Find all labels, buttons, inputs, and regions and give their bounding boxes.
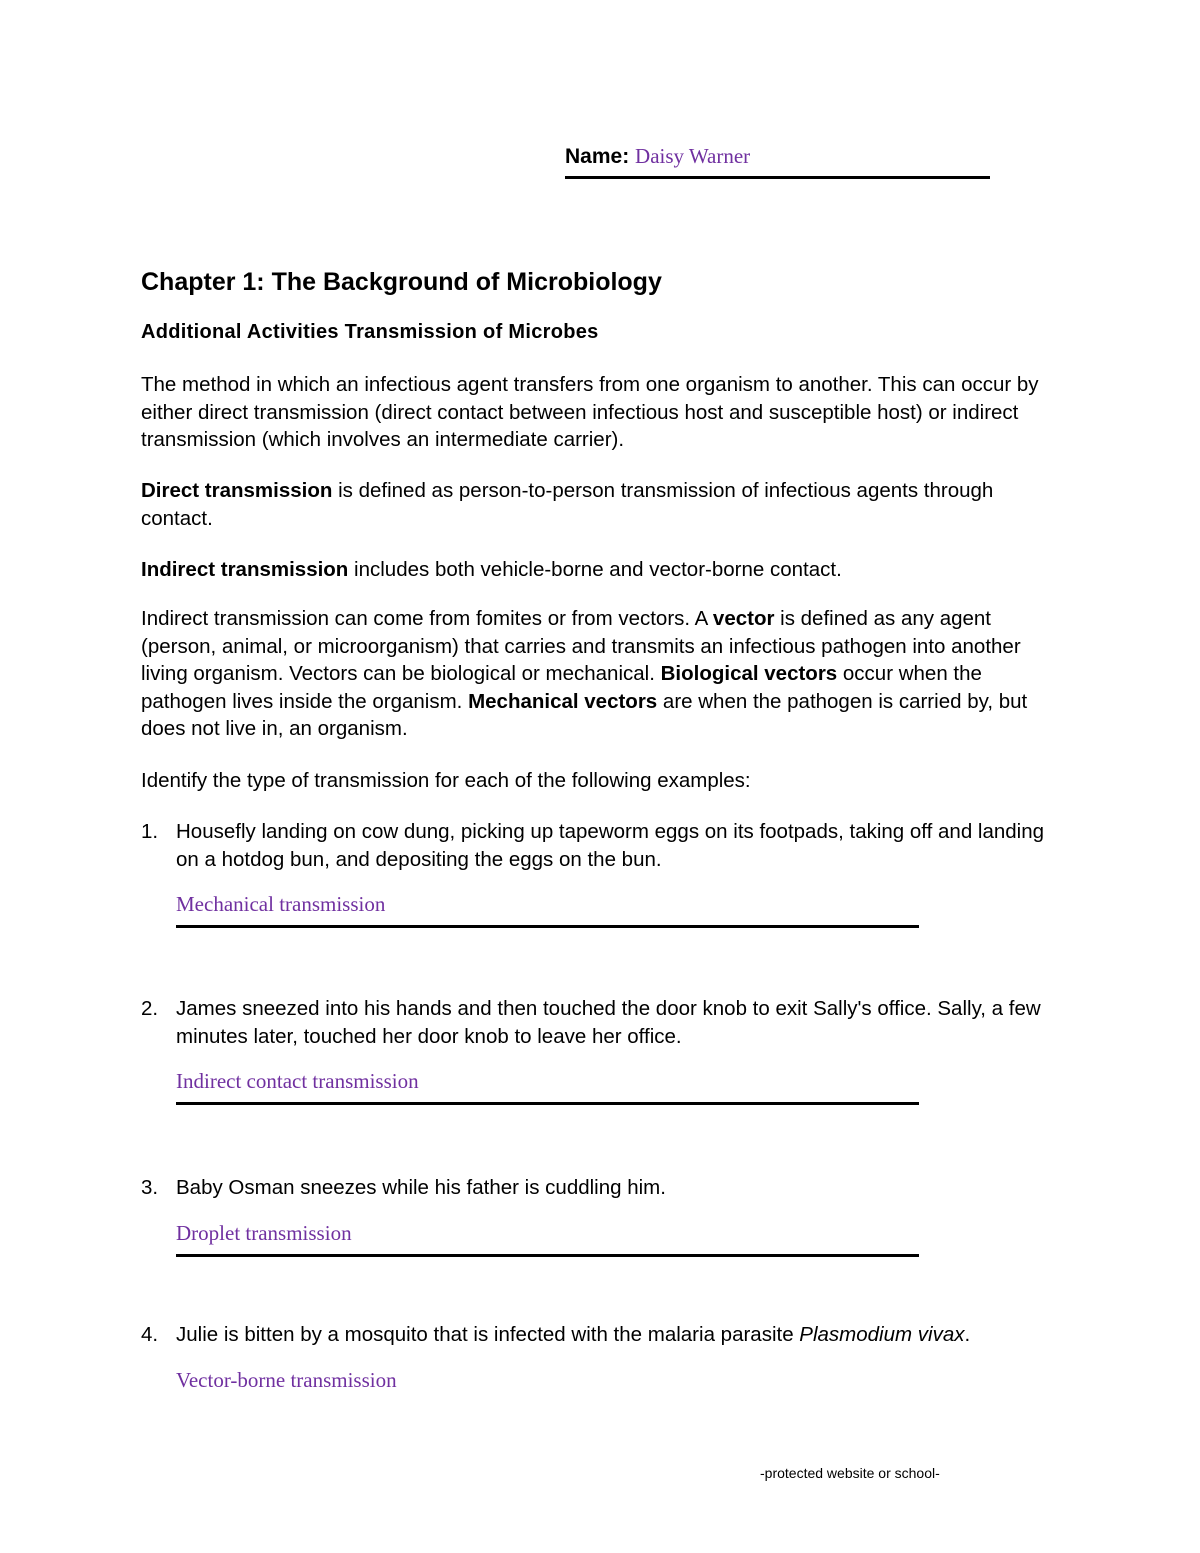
chapter-title: Chapter 1: The Background of Microbiology <box>141 268 662 296</box>
question-1 <box>141 818 1061 928</box>
question-text: James sneezed into his hands and then touched the door knob to exit Sally's office. Sally, a few minutes later, touched her door knob to leave her office. <box>176 997 1041 1048</box>
question-number: 4. <box>141 1323 159 1346</box>
biological-vectors-term: Biological vectors <box>660 662 838 685</box>
name-field <box>565 142 990 179</box>
indirect-transmission-paragraph <box>141 556 1061 584</box>
vectors-text-1: Indirect transmission can come from fomites or from vectors. A <box>141 607 713 630</box>
question-text-end: . <box>964 1323 971 1346</box>
question-text: Baby Osman sneezes while his father is cuddling him. <box>176 1176 666 1199</box>
answer-text: Vector-borne transmission <box>176 1367 397 1392</box>
direct-transmission-text: is defined as person-to-person transmission of infectious agents through contact. <box>141 479 994 530</box>
question-text-start: Julie is bitten by a mosquito that is infected with the malaria parasite <box>176 1323 800 1346</box>
vectors-text-4: are when the pathogen is carried by, but does not live in, an organism. <box>141 689 1028 740</box>
question-2 <box>141 995 1061 1105</box>
answer-line <box>176 925 919 928</box>
footer-note: -protected website or school- <box>760 1465 940 1481</box>
indirect-transmission-term: Indirect transmission <box>141 558 349 581</box>
intro-paragraph: The method in which an infectious agent transfers from one organism to another. This can occur by either direct transmission (direct contact between infectious host and susceptible host) or indirect transmission (which involves an intermediate carrier). <box>141 373 1039 451</box>
question-4 <box>141 1321 1061 1393</box>
mechanical-vectors-term: Mechanical vectors <box>468 689 658 713</box>
answer-line <box>176 1254 919 1257</box>
vectors-text-2: is defined as any agent (person, animal, or microorganism) that carries and transmits an infectious pathogen into another living organism. Vectors can be biological or mechanical. <box>141 607 1021 685</box>
name-value: Daisy Warner <box>635 144 751 168</box>
vectors-paragraph <box>141 605 1061 743</box>
question-number: 1. <box>141 820 159 843</box>
instruction-text: Identify the type of transmission for each of the following examples: <box>141 769 751 792</box>
question-number: 3. <box>141 1176 159 1199</box>
answer-line <box>176 1102 919 1105</box>
indirect-transmission-text: includes both vehicle-borne and vector-borne contact. <box>348 558 842 581</box>
direct-transmission-paragraph <box>141 477 1061 532</box>
species-name: Plasmodium vivax <box>799 1323 965 1346</box>
answer-text: Mechanical transmission <box>176 892 386 916</box>
direct-transmission-term: Direct transmission <box>141 479 333 502</box>
section-subtitle: Additional Activities Transmission of Microbes <box>141 321 599 343</box>
vectors-text-3: occur when the pathogen lives inside the organism. <box>141 662 982 713</box>
question-text <box>176 1321 1061 1349</box>
answer-text: Droplet transmission <box>176 1220 352 1245</box>
question-text: Housefly landing on cow dung, picking up tapeworm eggs on its footpads, taking off and landing on a hotdog bun, and depositing the eggs on the bun. <box>176 820 1045 871</box>
vector-term: vector <box>712 607 775 630</box>
question-3 <box>141 1174 1061 1257</box>
question-number: 2. <box>141 997 159 1020</box>
name-label: Name: <box>565 145 630 168</box>
answer-text: Indirect contact transmission <box>176 1069 419 1093</box>
